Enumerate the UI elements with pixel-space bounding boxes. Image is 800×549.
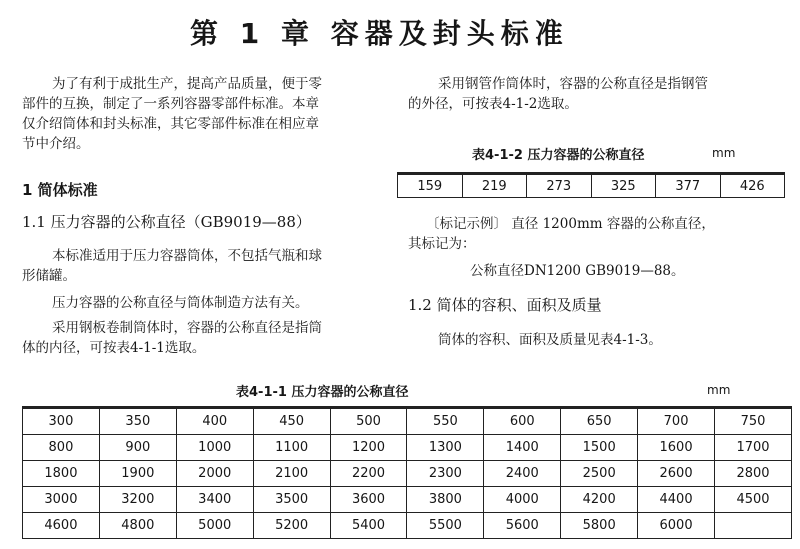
scope-line-2: 形储罐。 xyxy=(22,268,76,284)
pipe-paragraph xyxy=(408,74,783,114)
table-cell: 2200 xyxy=(330,461,407,487)
scope-line-1: 本标准适用于压力容器筒体，不包括气瓶和球 xyxy=(52,248,322,264)
table-cell: 3600 xyxy=(330,487,407,513)
intro-paragraph xyxy=(22,74,392,154)
table-cell: 3500 xyxy=(253,487,330,513)
table-cell: 600 xyxy=(484,408,561,435)
table1-unit: mm xyxy=(707,383,731,397)
table-cell: 3200 xyxy=(99,487,176,513)
table-cell: 2000 xyxy=(176,461,253,487)
table-cell: 2600 xyxy=(638,461,715,487)
table-cell: 2300 xyxy=(407,461,484,487)
table-cell: 450 xyxy=(253,408,330,435)
table-cell: 6000 xyxy=(638,513,715,539)
table-row xyxy=(23,408,792,435)
subsection-heading: 1.1 压力容器的公称直径（GB9019—88） xyxy=(22,213,311,231)
table-cell: 4500 xyxy=(715,487,792,513)
table-cell: 300 xyxy=(23,408,100,435)
pipe-line-1: 采用钢管作筒体时，容器的公称直径是指钢管 xyxy=(438,76,708,92)
table-cell: 4200 xyxy=(561,487,638,513)
table-cell: 5400 xyxy=(330,513,407,539)
table-cell: 426 xyxy=(720,174,785,198)
method-paragraph: 压力容器的公称直径与筒体制造方法有关。 xyxy=(52,295,309,311)
table-4-1-2 xyxy=(397,172,785,198)
table-cell: 2500 xyxy=(561,461,638,487)
table-cell: 219 xyxy=(462,174,527,198)
table-cell: 550 xyxy=(407,408,484,435)
table-cell: 800 xyxy=(23,435,100,461)
scope-paragraph xyxy=(22,246,392,286)
table-cell: 350 xyxy=(99,408,176,435)
table-cell: 1300 xyxy=(407,435,484,461)
table-row xyxy=(23,513,792,539)
table-cell: 1800 xyxy=(23,461,100,487)
intro-line-4: 节中介绍。 xyxy=(22,136,90,152)
table-cell: 4000 xyxy=(484,487,561,513)
table-cell: 400 xyxy=(176,408,253,435)
table-cell: 5500 xyxy=(407,513,484,539)
pipe-line-2: 的外径，可按表4-1-2选取。 xyxy=(408,96,578,112)
volume-paragraph: 筒体的容积、面积及质量见表4-1-3。 xyxy=(438,332,662,348)
table-cell: 377 xyxy=(656,174,721,198)
table-cell: 1200 xyxy=(330,435,407,461)
table-cell: 1500 xyxy=(561,435,638,461)
table-cell: 3000 xyxy=(23,487,100,513)
section-heading: 1 简体标准 xyxy=(22,181,98,199)
table-cell: 5200 xyxy=(253,513,330,539)
table-row xyxy=(23,435,792,461)
table-cell: 1400 xyxy=(484,435,561,461)
intro-line-2: 部件的互换，制定了一系列容器零部件标准。本章 xyxy=(22,96,319,112)
page-title: 第 1 章 容器及封头标准 xyxy=(190,17,569,50)
table-cell: 750 xyxy=(715,408,792,435)
table-cell: 1700 xyxy=(715,435,792,461)
table-cell: 4400 xyxy=(638,487,715,513)
intro-line-1: 为了有利于成批生产，提高产品质量，便于零 xyxy=(52,76,322,92)
table-cell: 1600 xyxy=(638,435,715,461)
example-line-1: 〔标记示例〕 直径 1200mm 容器的公称直径， xyxy=(426,216,715,232)
table-cell: 650 xyxy=(561,408,638,435)
example-paragraph xyxy=(408,214,783,254)
table-cell: 159 xyxy=(398,174,463,198)
table-row xyxy=(398,174,785,198)
table-4-1-1 xyxy=(22,406,792,539)
example-line-2: 其标记为： xyxy=(408,236,476,252)
plate-line-2: 体的内径，可按表4-1-1选取。 xyxy=(22,340,206,356)
table-cell: 1100 xyxy=(253,435,330,461)
table-row xyxy=(23,487,792,513)
table-cell xyxy=(715,513,792,539)
plate-paragraph xyxy=(22,318,392,358)
table-cell: 2100 xyxy=(253,461,330,487)
example-mark: 公称直径DN1200 GB9019—88。 xyxy=(470,263,685,279)
table-cell: 3400 xyxy=(176,487,253,513)
table-cell: 1900 xyxy=(99,461,176,487)
table-cell: 900 xyxy=(99,435,176,461)
table-cell: 5000 xyxy=(176,513,253,539)
table-cell: 700 xyxy=(638,408,715,435)
table2-caption: 表4-1-2 压力容器的公称直径 xyxy=(472,148,645,163)
table-cell: 2800 xyxy=(715,461,792,487)
table2-unit: mm xyxy=(712,146,736,160)
table-cell: 4800 xyxy=(99,513,176,539)
plate-line-1: 采用钢板卷制筒体时，容器的公称直径是指筒 xyxy=(52,320,322,336)
subsection2-heading: 1.2 简体的容积、面积及质量 xyxy=(408,296,602,314)
table-cell: 500 xyxy=(330,408,407,435)
intro-line-3: 仅介绍筒体和封头标准，其它零部件标准在相应章 xyxy=(22,116,319,132)
table-cell: 3800 xyxy=(407,487,484,513)
table-cell: 325 xyxy=(591,174,656,198)
table-cell: 4600 xyxy=(23,513,100,539)
table-cell: 5800 xyxy=(561,513,638,539)
table-cell: 2400 xyxy=(484,461,561,487)
table-cell: 5600 xyxy=(484,513,561,539)
table-row xyxy=(23,461,792,487)
table-cell: 273 xyxy=(527,174,592,198)
table1-caption: 表4-1-1 压力容器的公称直径 xyxy=(236,385,409,400)
table-cell: 1000 xyxy=(176,435,253,461)
